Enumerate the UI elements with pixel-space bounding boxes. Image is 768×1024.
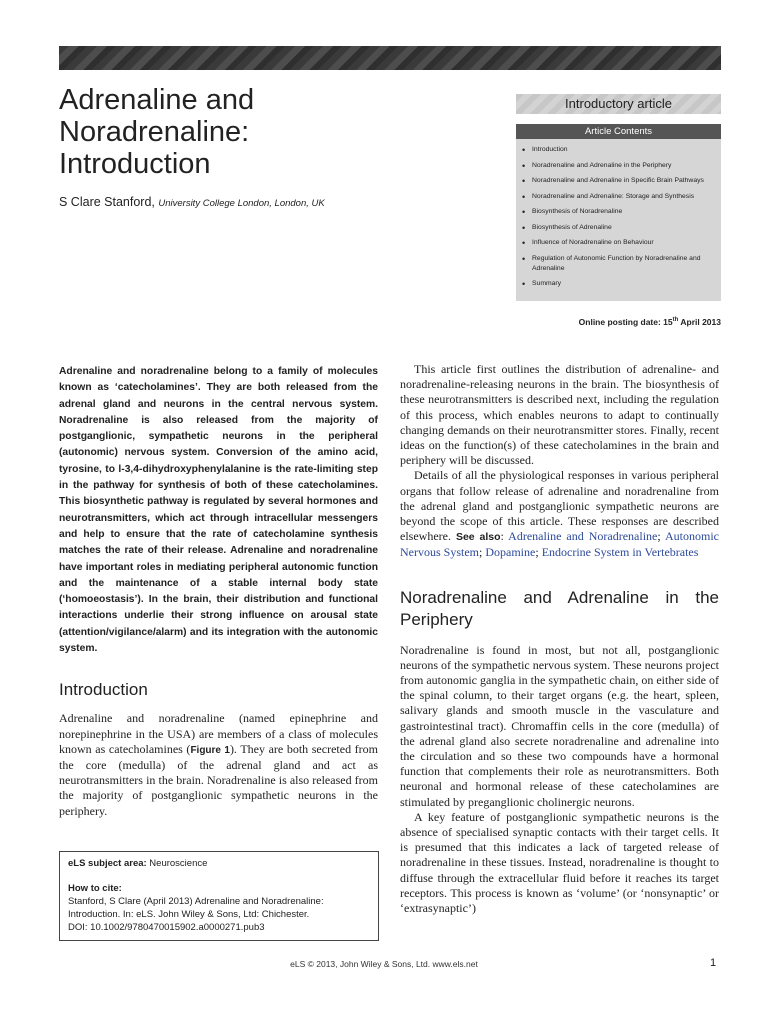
link-adrenaline[interactable]: Adrenaline and Noradrenaline (508, 529, 658, 544)
article-title (59, 84, 389, 180)
contents-item[interactable]: • Biosynthesis of Noradrenaline (522, 207, 715, 217)
title-line: Noradrenaline: (59, 116, 250, 148)
link-endocrine[interactable]: Endocrine System in Vertebrates (541, 545, 699, 560)
article-contents-box (516, 124, 721, 301)
author-line (59, 195, 325, 209)
contents-heading: Article Contents (516, 124, 721, 139)
page-number: 1 (710, 957, 717, 969)
right-column (400, 362, 719, 916)
contents-list (516, 139, 721, 289)
paragraph: Details of all the physiological responses in various peripheral organs that follow release of adrenaline and noradrenaline from the adrenal gland and postganglionic sympathetic neurons are beyond the scope of this article. These responses are described elsewhere. See also: Adrenaline and Noradrenaline; Autonomic Nervous System; Dopamine; Endocrine System in Vertebrates (400, 468, 719, 560)
contents-item[interactable]: • Regulation of Autonomic Function by Noradrenaline and Adrenaline (522, 254, 715, 274)
intro-text-before: Adrenaline and noradrenaline (named epinephrine and norepinephrine in the USA) are members of a class of molecules known as catecholamines ( (59, 711, 378, 756)
citation-line: Stanford, S Clare (April 2013) Adrenaline and Noradrenaline: (68, 896, 324, 907)
citation-doi[interactable]: DOI: 10.1002/9780470015902.a0000271.pub3 (68, 922, 265, 933)
link-dopamine[interactable]: Dopamine (485, 545, 536, 560)
contents-item[interactable]: • Noradrenaline and Adrenaline in Specific Brain Pathways (522, 176, 715, 186)
posting-sup: th (672, 317, 679, 324)
intro-paragraph (59, 711, 378, 818)
title-line: Adrenaline and (59, 84, 255, 116)
contents-item[interactable]: • Introduction (522, 145, 715, 155)
how-to-cite-label: How to cite: (68, 883, 122, 894)
abstract: Adrenaline and noradrenaline belong to a family of molecules known as ‘catecholamines’. They are both released from the adrenal gland and neurons in the central nervous system. Noradrenaline is also released from the majority of postganglionic, sympathetic neurons in the peripheral (autonomic) nervous system. Conversion of the amino acid, tyrosine, to l-3,4-dihydroxyphenylalanine is the rate-limiting step in the pathway for synthesis of both of these catecholamines. This biosynthetic pathway is regulated by several hormones and neurotransmitters, which act through intracellular messengers and help to ensure that the rate of catecholamine synthesis matches the rate of their release. Adrenaline and noradrenaline have important roles in mediating peripheral autonomic function and the maintenance of a stable internal body state (‘homoeostasis’). In the brain, their distribution and functional interactions underlie their strong influence on arousal state (attention/vigilance/alarm) and its integration with the autonomic system. (59, 366, 378, 655)
article-type-label: Introductory article (516, 94, 721, 114)
contents-item[interactable]: • Noradrenaline and Adrenaline: Storage and Synthesis (522, 192, 715, 202)
citation-line: Introduction. In: eLS. John Wiley & Sons, Ltd: Chichester. (68, 909, 310, 920)
header-banner (59, 46, 721, 70)
citation-box (59, 851, 379, 941)
contents-item[interactable]: • Biosynthesis of Adrenaline (522, 223, 715, 233)
title-line: Introduction (59, 148, 211, 180)
posting-suffix: April 2013 (678, 317, 721, 327)
sidebar (516, 94, 721, 301)
contents-item[interactable]: • Noradrenaline and Adrenaline in the Periphery (522, 161, 715, 171)
footer-copyright: eLS © 2013, John Wiley & Sons, Ltd. www.els.net (290, 959, 478, 969)
intro-text-after: ). They are both secreted from the core (medulla) of the adrenal gland and act as neurotransmitters in the brain. Noradrenaline is also released from the majority of postganglionic sympathetic neurons in the periphery. (59, 741, 378, 818)
subject-value: Neuroscience (146, 858, 208, 869)
subject-area (68, 857, 368, 870)
see-also-sep: : (500, 529, 509, 544)
contents-item[interactable]: • Summary (522, 279, 715, 289)
posting-date (516, 317, 721, 327)
paragraph: Noradrenaline is found in most, but not all, postganglionic neurons of the sympathetic nervous system. These neurons project from autonomic ganglia in the sympathetic chain, on either side of the spinal column, to their target organs (e.g. the heart, spleen, salivary glands and smooth muscle in the vasculature and gastrointestinal tract). Chromaffin cells in the core (medulla) of the adrenal gland also secrete noradrenaline and adrenaline into the circulation and so these two compounds have a hormonal function that complements their role as neurotransmitters. Both neuronal and hormonal release of these catecholamines are stimulated by preganglionic cholinergic neurons. (400, 642, 719, 809)
author-affiliation: University College London, London, UK (158, 198, 325, 209)
paragraph: A key feature of postganglionic sympathetic neurons is the absence of specialised synaptic contacts with their target cells. It is presumed that this indicates a lack of targeted release of noradrenaline in these tissues. Instead, noradrenaline is thought to diffuse through the extracellular fluid before it reaches its target receptors. This process is known as ‘volume’ (or ‘nonsynaptic’ or ‘extrasynaptic’) (400, 809, 719, 916)
author-name: S Clare Stanford, (59, 195, 155, 209)
periphery-heading: Noradrenaline and Adrenaline in the Periphery (400, 587, 719, 629)
left-column (59, 364, 378, 819)
posting-prefix: Online posting date: 15 (578, 317, 673, 327)
contents-item[interactable]: • Influence of Noradrenaline on Behaviour (522, 238, 715, 248)
figure-link[interactable]: Figure 1 (190, 744, 230, 756)
paragraph-text: Details of all the physiological responses in various peripheral organs that follow release of adrenaline and noradrenaline from the adrenal gland and postganglionic sympathetic neurons are beyond the scope of this article. These responses are described elsewhere. (400, 468, 719, 544)
see-also-label: See also (455, 531, 501, 544)
link-autonomic[interactable]: Autonomic Nervous System (400, 529, 719, 560)
paragraph: This article first outlines the distribution of adrenaline- and noradrenaline-releasing neurons in the brain. The biosynthesis of these neurotransmitters is described next, including the regulation of this process, which enables neurons to adapt to continually changing demands on their neurotransmitter stores. Finally, recent ideas on the function(s) of these catecholamines in the brain and periphery will be discussed. (400, 362, 719, 468)
subject-label: eLS subject area: (68, 858, 147, 869)
intro-heading: Introduction (59, 680, 148, 700)
